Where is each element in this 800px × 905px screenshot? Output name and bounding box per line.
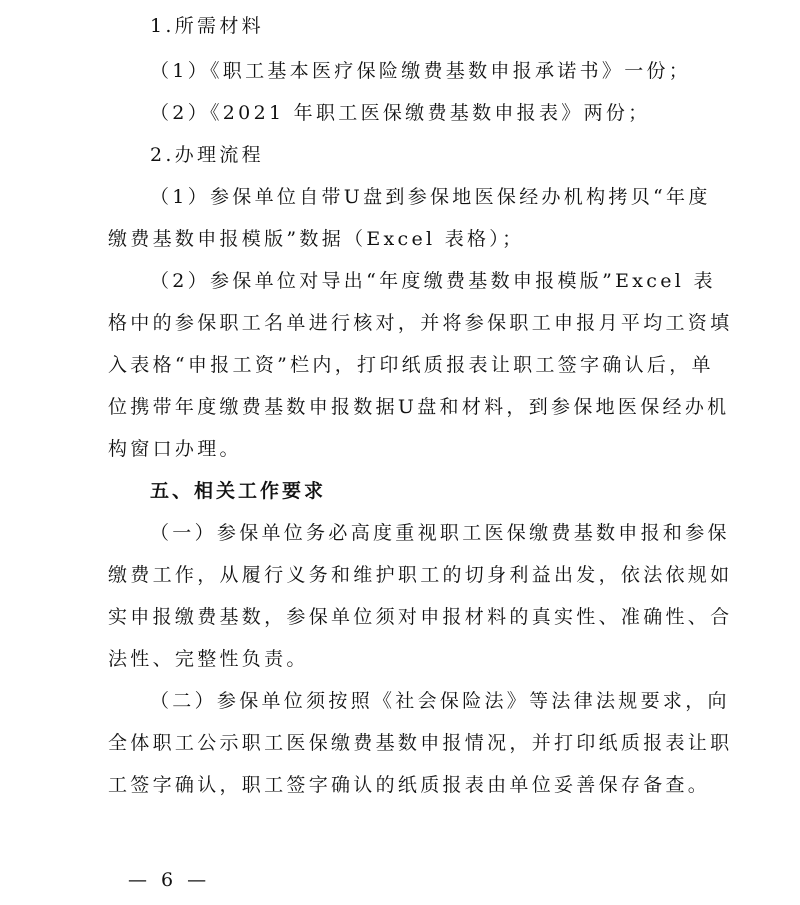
process-step-2-line-4: 位携带年度缴费基数申报数据U盘和材料，到参保地医保经办机: [108, 396, 730, 418]
requirement-1-line-4: 法性、完整性负责。: [108, 648, 309, 670]
process-step-2-line-2: 格中的参保职工名单进行核对，并将参保职工申报月平均工资填: [108, 312, 733, 334]
process-step-1-line-1: （1）参保单位自带U盘到参保地医保经办机构拷贝“年度: [150, 186, 711, 208]
requirement-1-line-1: （一）参保单位务必高度重视职工医保缴费基数申报和参保: [150, 522, 730, 544]
material-item-2: （2）《2021 年职工医保缴费基数申报表》两份；: [150, 102, 651, 124]
process-step-2-line-1: （2）参保单位对导出“年度缴费基数申报模版”Excel 表: [150, 270, 716, 292]
process-step-2-line-3: 入表格“申报工资”栏内，打印纸质报表让职工签字确认后，单: [108, 354, 714, 376]
process-heading: 2.办理流程: [150, 144, 264, 166]
requirement-2-line-2: 全体职工公示职工医保缴费基数申报情况，并打印纸质报表让职: [108, 732, 733, 754]
requirement-2-line-3: 工签字确认，职工签字确认的纸质报表由单位妥善保存备查。: [108, 774, 711, 796]
page-number: — 6 —: [128, 869, 211, 891]
section-5-heading: 五、相关工作要求: [150, 480, 327, 502]
requirement-2-line-1: （二）参保单位须按照《社会保险法》等法律法规要求，向: [150, 690, 730, 712]
process-step-2-line-5: 构窗口办理。: [108, 438, 242, 460]
material-item-1: （1）《职工基本医疗保险缴费基数申报承诺书》一份；: [150, 60, 692, 82]
requirement-1-line-3: 实申报缴费基数，参保单位须对申报材料的真实性、准确性、合: [108, 606, 733, 628]
requirement-1-line-2: 缴费工作，从履行义务和维护职工的切身利益出发，依法依规如: [108, 564, 733, 586]
process-step-1-line-2: 缴费基数申报模版”数据（Excel 表格）；: [108, 228, 525, 250]
materials-heading: 1.所需材料: [150, 15, 264, 37]
